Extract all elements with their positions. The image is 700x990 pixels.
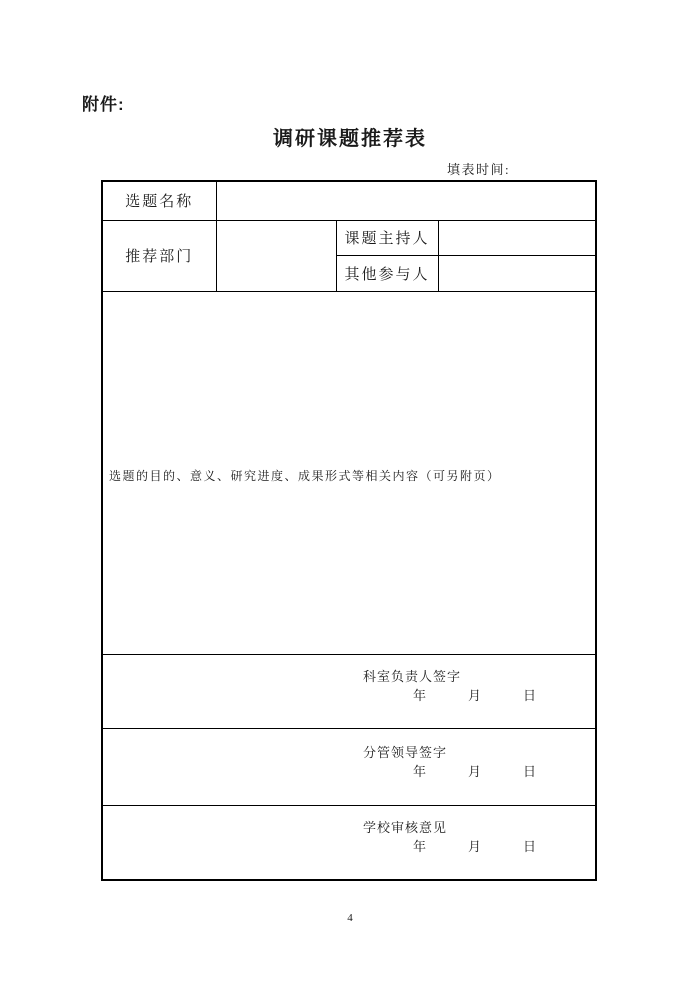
- leader-date-line: [363, 763, 588, 782]
- leader-signature-label: 分管领导签字: [363, 744, 448, 760]
- leader-signature-cell[interactable]: [102, 728, 596, 805]
- year-label: 年: [413, 688, 428, 703]
- month-label: 月: [468, 688, 483, 703]
- dept-head-signature-block: [363, 668, 588, 706]
- school-review-label: 学校审核意见: [363, 820, 448, 836]
- topic-name-input-cell[interactable]: [216, 181, 596, 220]
- school-review-cell[interactable]: [102, 805, 596, 880]
- leader-signature-block: [363, 744, 588, 782]
- content-row: [102, 291, 596, 654]
- content-input-cell[interactable]: [102, 291, 596, 654]
- dept-head-signature-cell[interactable]: [102, 654, 596, 728]
- project-leader-input-cell[interactable]: [438, 220, 596, 255]
- fill-time-label: 填表时间:: [447, 162, 511, 177]
- school-review-block: [363, 819, 588, 857]
- recommend-dept-input-cell[interactable]: [216, 220, 336, 291]
- topic-name-label: 选题名称: [102, 181, 216, 220]
- month-label: 月: [468, 839, 483, 855]
- form-table: [101, 180, 597, 881]
- dept-head-signature-row: [102, 654, 596, 728]
- year-label: 年: [413, 763, 428, 779]
- other-participants-input-cell[interactable]: [438, 255, 596, 291]
- topic-name-row: [102, 181, 596, 220]
- school-review-row: [102, 805, 596, 880]
- other-participants-label: 其他参与人: [336, 255, 438, 291]
- page-title: 调研课题推荐表: [273, 128, 427, 150]
- project-leader-label: 课题主持人: [336, 220, 438, 255]
- leader-signature-row: [102, 728, 596, 805]
- content-note-label: 选题的目的、意义、研究进度、成果形式等相关内容（可另附页）: [109, 468, 501, 483]
- recommend-dept-label: 推荐部门: [102, 220, 216, 291]
- month-label: 月: [468, 763, 483, 779]
- attachment-label: 附件:: [82, 95, 125, 114]
- page-number: 4: [347, 912, 353, 924]
- school-review-date-line: [363, 838, 588, 857]
- day-label: 日: [523, 839, 538, 855]
- dept-head-date-line: [363, 687, 588, 706]
- year-label: 年: [413, 839, 428, 855]
- day-label: 日: [523, 688, 538, 703]
- day-label: 日: [523, 763, 538, 779]
- recommend-dept-row: [102, 220, 596, 255]
- dept-head-signature-label: 科室负责人签字: [363, 669, 462, 685]
